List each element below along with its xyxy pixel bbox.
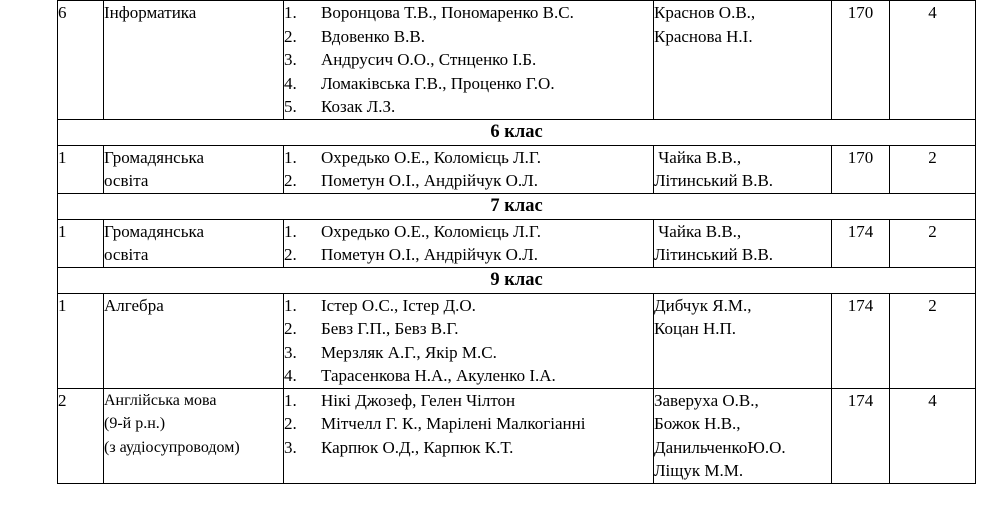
author-names: Вдовенко В.В. — [321, 26, 425, 46]
reviewer-line: Коцан Н.П. — [654, 319, 737, 338]
row-number-cell: 1 — [58, 219, 104, 267]
reviewer-line: Заверуха О.В., — [654, 390, 759, 410]
authors-cell — [284, 219, 654, 267]
table-row — [58, 219, 976, 267]
subject-cell — [104, 1, 284, 120]
author-item — [284, 25, 653, 49]
author-item — [284, 146, 653, 170]
subject-cell — [104, 145, 284, 193]
authors-list — [284, 294, 653, 388]
class-section-row — [58, 193, 976, 219]
author-names: Андрусич О.О., Стнценко І.Б. — [321, 50, 537, 69]
reviewer-line: Літинський В.В. — [654, 245, 774, 264]
author-names: Бевз Г.П., Бевз В.Г. — [321, 319, 459, 338]
subject-cell — [104, 219, 284, 267]
reviewers-cell — [654, 219, 832, 267]
author-number: 1. — [284, 3, 297, 22]
count-cell: 174 — [832, 388, 890, 483]
subject-line: Алгебра — [104, 295, 164, 315]
class-heading: 6 клас — [58, 119, 976, 145]
table-row — [58, 293, 976, 388]
count-cell: 2 — [890, 145, 976, 193]
reviewer-line: Чайка В.В., — [654, 147, 742, 167]
authors-cell — [284, 388, 654, 483]
author-number: 3. — [284, 50, 297, 69]
count-cell: 2 — [890, 293, 976, 388]
authors-cell — [284, 145, 654, 193]
reviewer-line: Чайка В.В., — [654, 221, 742, 241]
author-item — [284, 341, 653, 365]
count-cell: 170 — [832, 145, 890, 193]
row-number-cell: 6 — [58, 1, 104, 120]
table-row — [58, 145, 976, 193]
class-section-row — [58, 119, 976, 145]
count-cell: 2 — [890, 219, 976, 267]
author-names: Охредько О.Е., Коломієць Л.Г. — [321, 147, 542, 167]
author-number: 3. — [284, 342, 297, 362]
row-number-cell: 1 — [58, 145, 104, 193]
author-names: Нікі Джозеф, Гелен Чілтон — [321, 390, 516, 410]
reviewer-line: Літинський В.В. — [654, 171, 774, 190]
author-names: Тарасенкова Н.А., Акуленко І.А. — [321, 366, 556, 385]
subject-line: освіта — [104, 171, 149, 190]
author-names: Воронцова Т.В., Пономаренко В.С. — [321, 3, 574, 22]
subject-line: (9-й р.н.) — [104, 415, 166, 432]
author-item — [284, 364, 653, 388]
author-number: 1. — [284, 295, 297, 315]
author-item — [284, 220, 653, 244]
reviewer-line: ДанильченкоЮ.О. — [654, 437, 786, 457]
reviewers-cell — [654, 145, 832, 193]
author-number: 2. — [284, 414, 297, 433]
authors-list — [284, 1, 653, 119]
author-number: 1. — [284, 221, 297, 241]
authors-cell — [284, 1, 654, 120]
reviewers-cell — [654, 388, 832, 483]
author-item — [284, 317, 653, 341]
author-number: 2. — [284, 245, 297, 264]
author-item — [284, 412, 653, 436]
subject-cell — [104, 293, 284, 388]
table-row — [58, 388, 976, 483]
authors-list — [284, 389, 653, 460]
table-body — [58, 0, 976, 483]
author-number: 3. — [284, 437, 297, 457]
reviewer-line: Краснова Н.І. — [654, 26, 753, 46]
row-number-cell: 1 — [58, 293, 104, 388]
author-names: Пометун О.І., Андрійчук О.Л. — [321, 245, 538, 264]
subject-line: Громадянська — [104, 221, 205, 241]
reviewers-cell — [654, 1, 832, 120]
subject-line: Англійська мова — [104, 391, 217, 409]
count-cell: 4 — [890, 1, 976, 120]
subject-line: освіта — [104, 245, 149, 264]
author-names: Охредько О.Е., Коломієць Л.Г. — [321, 221, 542, 241]
author-number: 1. — [284, 147, 297, 167]
subject-cell — [104, 388, 284, 483]
author-names: Мерзляк А.Г., Якір М.С. — [321, 342, 497, 362]
authors-list — [284, 220, 653, 267]
count-cell: 170 — [832, 1, 890, 120]
author-item — [284, 1, 653, 25]
author-item — [284, 389, 653, 413]
author-number: 2. — [284, 26, 297, 46]
count-cell: 174 — [832, 293, 890, 388]
class-heading: 9 клас — [58, 267, 976, 293]
author-number: 5. — [284, 97, 297, 116]
author-number: 2. — [284, 319, 297, 338]
author-names: Істер О.С., Істер Д.О. — [321, 295, 476, 315]
author-item — [284, 48, 653, 72]
author-number: 4. — [284, 366, 297, 385]
authors-list — [284, 146, 653, 193]
count-cell: 4 — [890, 388, 976, 483]
author-names: Ломаківська Г.В., Проценко Г.О. — [321, 73, 555, 93]
author-number: 2. — [284, 171, 297, 190]
reviewer-line: Дибчук Я.М., — [654, 295, 752, 315]
author-item — [284, 72, 653, 96]
textbook-table — [57, 0, 976, 484]
table-row — [58, 1, 976, 120]
authors-cell — [284, 293, 654, 388]
author-number: 4. — [284, 73, 297, 93]
reviewer-line: Краснов О.В., — [654, 3, 756, 22]
author-item — [284, 243, 653, 267]
subject-line: Громадянська — [104, 147, 205, 167]
author-item — [284, 436, 653, 460]
count-cell: 174 — [832, 219, 890, 267]
author-names: Мітчелл Г. К., Марілені Малкогіанні — [321, 414, 586, 433]
author-number: 1. — [284, 390, 297, 410]
class-section-row — [58, 267, 976, 293]
subject-line: (з аудіосупроводом) — [104, 438, 240, 456]
reviewers-cell — [654, 293, 832, 388]
subject-line: Інформатика — [104, 3, 197, 22]
row-number-cell: 2 — [58, 388, 104, 483]
author-names: Пометун О.І., Андрійчук О.Л. — [321, 171, 538, 190]
author-item — [284, 294, 653, 318]
class-heading: 7 клас — [58, 193, 976, 219]
author-item — [284, 169, 653, 193]
author-names: Карпюк О.Д., Карпюк К.Т. — [321, 437, 514, 457]
author-item — [284, 95, 653, 119]
author-names: Козак Л.З. — [321, 97, 396, 116]
reviewer-line: Ліщук М.М. — [654, 461, 744, 480]
reviewer-line: Божок Н.В., — [654, 414, 741, 433]
